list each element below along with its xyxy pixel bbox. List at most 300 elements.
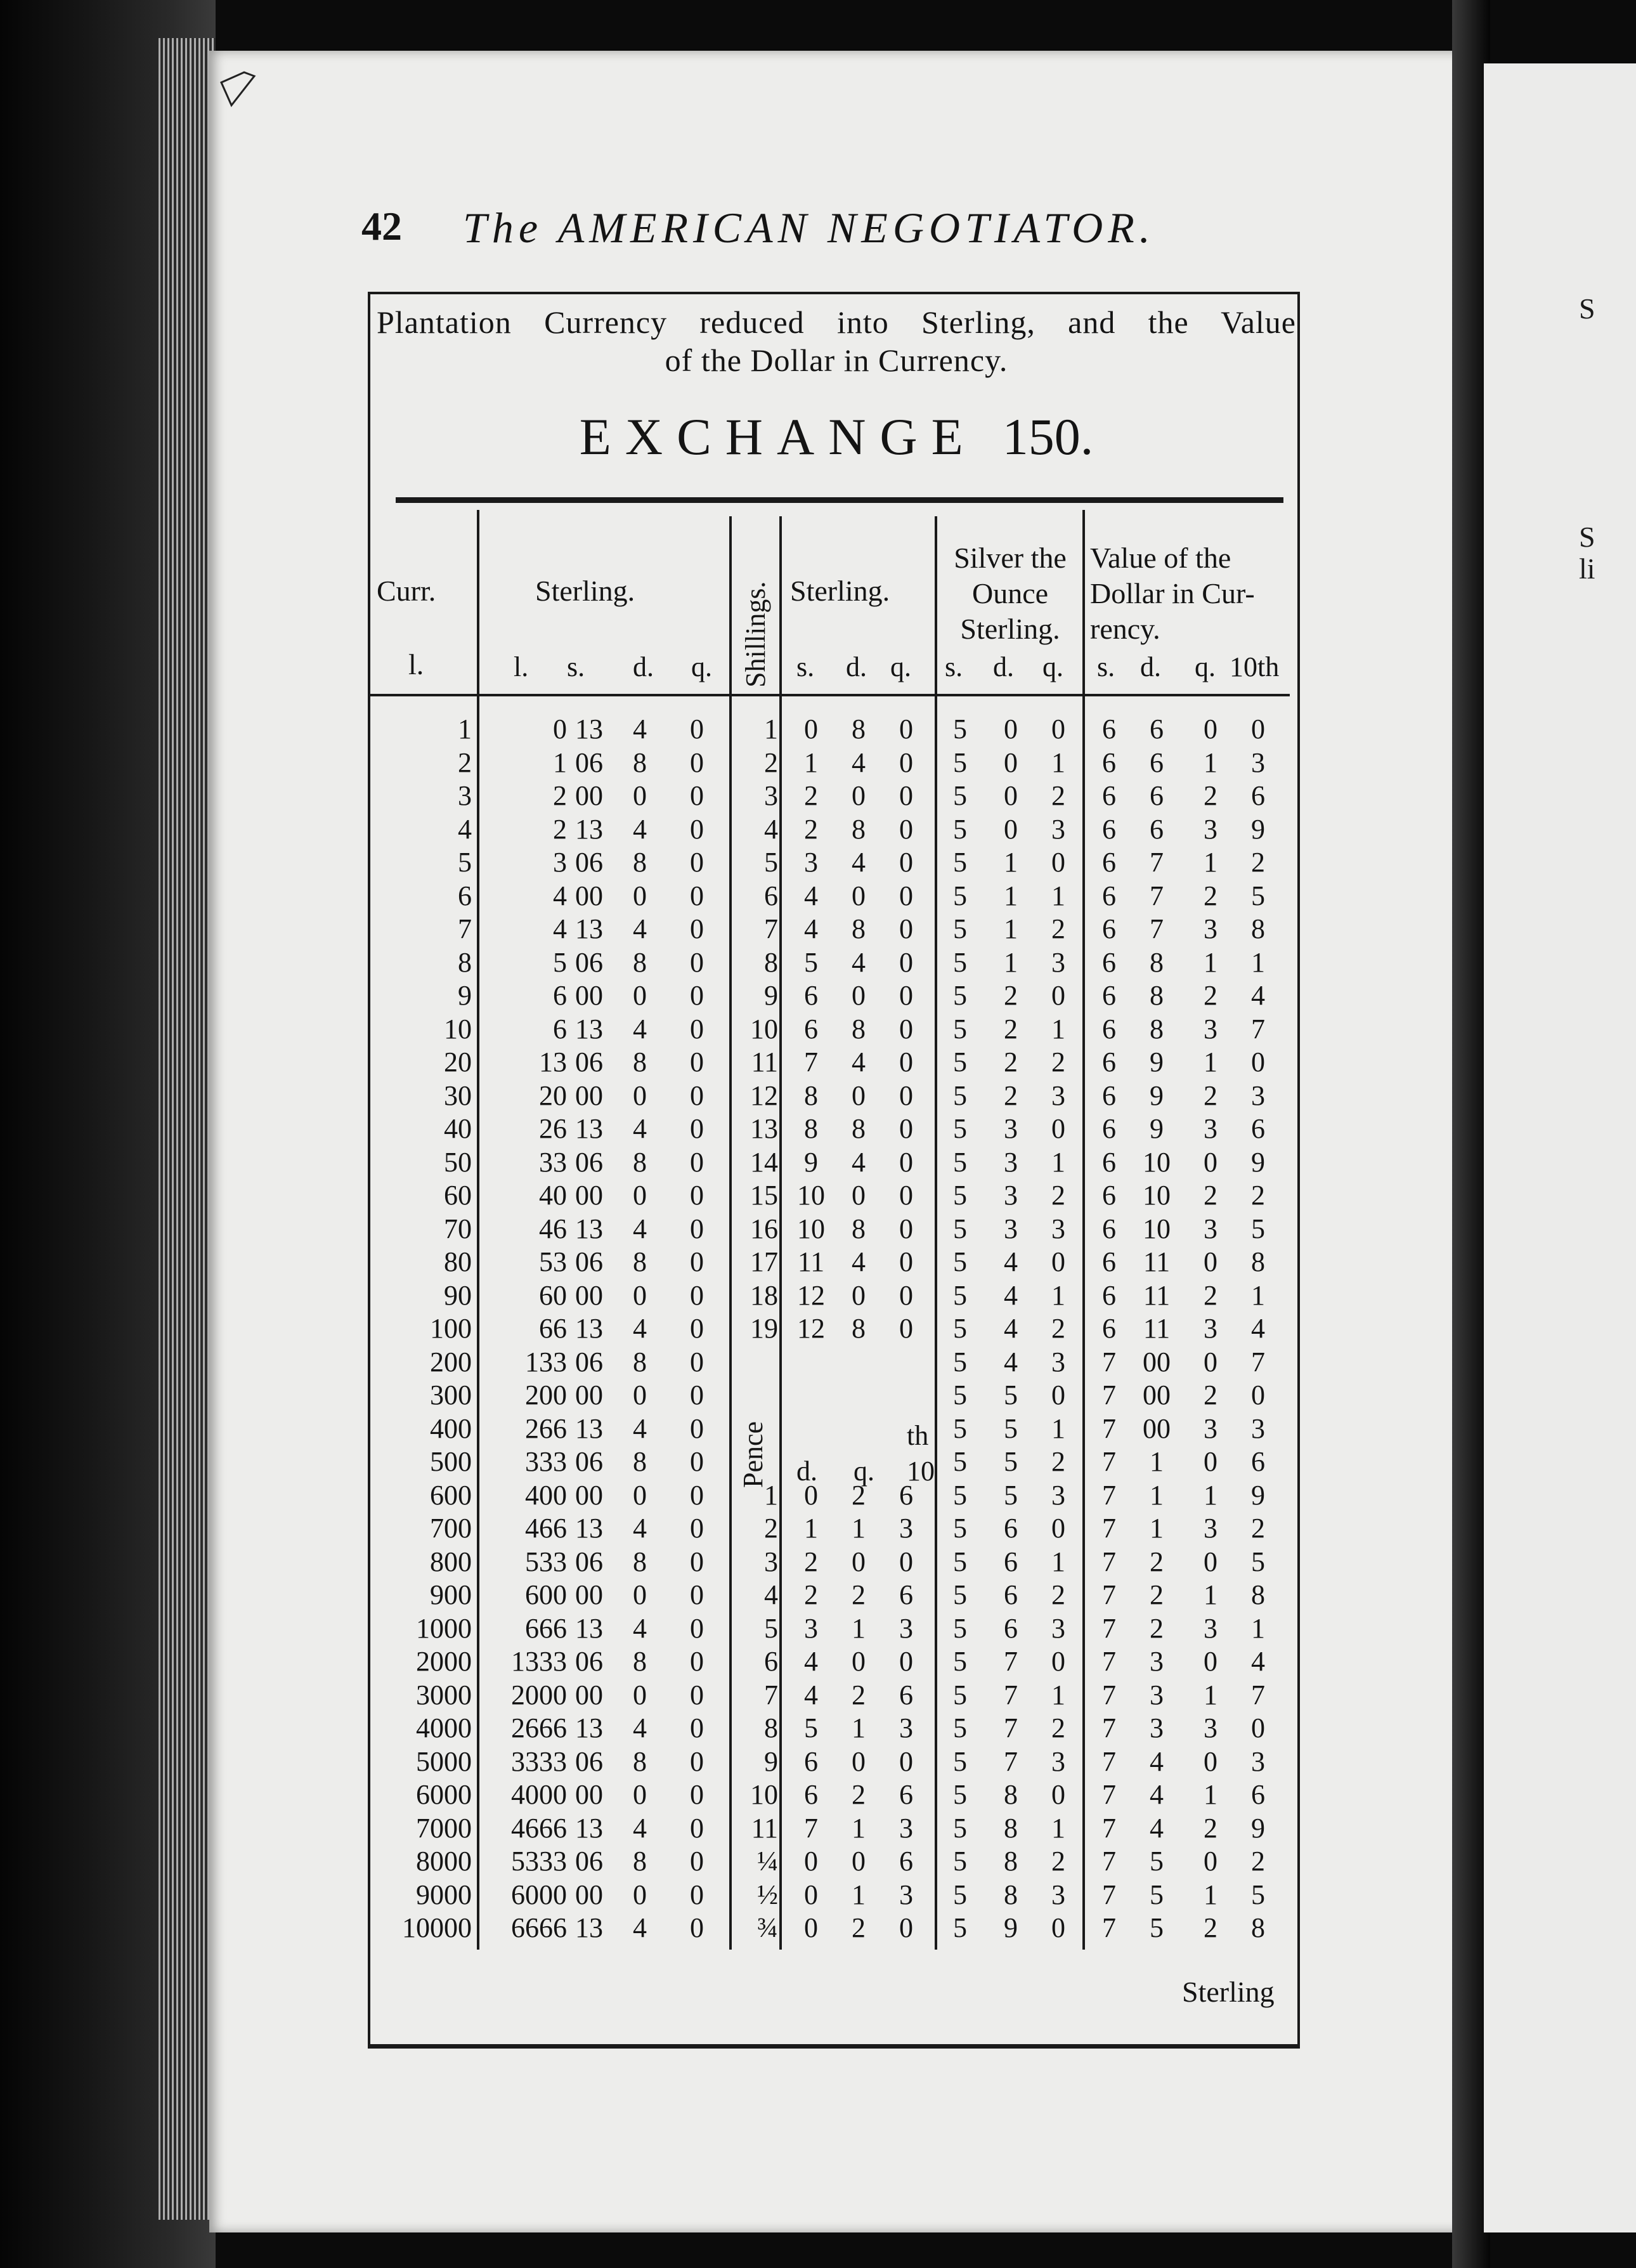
cell-s2: 2: [804, 780, 818, 811]
cell-s2: 2: [804, 813, 818, 845]
cell-sq: 1: [1051, 1679, 1065, 1711]
cell-ss: 5: [953, 847, 967, 878]
cell-s: 13: [575, 1812, 603, 1844]
cell-vs: 7: [1102, 1346, 1116, 1378]
cell-ss: 5: [953, 1846, 967, 1877]
cell-curr: 60: [444, 1180, 472, 1211]
cell-curr: 20: [444, 1046, 472, 1078]
cell-curr: 8: [458, 946, 472, 978]
cell-s: 00: [575, 980, 603, 1011]
cell-vq: 1: [1204, 746, 1217, 778]
cell-l: 4666: [511, 1812, 567, 1844]
corner-bookmark-icon: [219, 70, 257, 108]
cell-sh: 2: [764, 1513, 778, 1544]
cell-ss: 5: [953, 1213, 967, 1244]
cell-vq: 0: [1204, 714, 1217, 745]
cell-vd: 3: [1150, 1712, 1164, 1743]
page-number: 42: [361, 204, 402, 249]
cell-vq: 3: [1204, 1412, 1217, 1444]
cell-s: 13: [575, 714, 603, 745]
cell-curr: 7000: [416, 1812, 472, 1844]
cell-curr: 700: [430, 1513, 472, 1544]
header-rule: [370, 694, 1290, 696]
cell-sd: 9: [1004, 1912, 1018, 1943]
cell-vt: 7: [1251, 1679, 1265, 1711]
cell-vq: 3: [1204, 1612, 1217, 1644]
cell-vd: 6: [1150, 780, 1164, 811]
header-dollar-line1: Value of the: [1090, 542, 1231, 574]
cell-vq: 1: [1204, 946, 1217, 978]
cell-vs: 6: [1102, 1279, 1116, 1311]
cell-l: 2000: [511, 1679, 567, 1711]
cell-vt: 2: [1251, 1180, 1265, 1211]
cell-vs: 7: [1102, 1579, 1116, 1610]
cell-ss: 5: [953, 813, 967, 845]
cell-sh: 11: [751, 1812, 778, 1844]
header-curr-unit: l.: [408, 648, 424, 681]
cell-sd: 3: [1004, 1146, 1018, 1178]
cell-l: 6: [553, 980, 567, 1011]
cell-vt: 3: [1251, 1079, 1265, 1111]
cell-q: 0: [690, 1146, 704, 1178]
cell-sd: 3: [1004, 1113, 1018, 1144]
cell-sd: 4: [1004, 1246, 1018, 1277]
cell-curr: 300: [430, 1379, 472, 1411]
cell-sh: 5: [764, 847, 778, 878]
cell-ss: 5: [953, 946, 967, 978]
header-silver-line2: Ounce: [971, 577, 1049, 609]
cell-q2: 0: [899, 1013, 913, 1045]
cell-s: 06: [575, 847, 603, 878]
cell-d: 8: [633, 1146, 647, 1178]
cell-sq: 0: [1051, 980, 1065, 1011]
cell-d: 4: [633, 1612, 647, 1644]
cell-q2: 3: [899, 1812, 913, 1844]
cell-l: 3333: [511, 1745, 567, 1777]
cell-s2: 5: [804, 1712, 818, 1743]
cell-d: 4: [633, 1912, 647, 1943]
cell-sq: 2: [1051, 1046, 1065, 1078]
cell-d2: 0: [852, 880, 866, 911]
cell-sd: 7: [1004, 1712, 1018, 1743]
cell-ss: 5: [953, 780, 967, 811]
cell-s2: 9: [804, 1146, 818, 1178]
cell-vs: 7: [1102, 1612, 1116, 1644]
cell-d2: 4: [852, 746, 866, 778]
cell-sh: 3: [764, 1546, 778, 1577]
cell-s2: 7: [804, 1046, 818, 1078]
cell-l: 4: [553, 880, 567, 911]
cell-vd: 11: [1143, 1313, 1171, 1344]
cell-vs: 6: [1102, 746, 1116, 778]
cell-ss: 5: [953, 1812, 967, 1844]
cell-vq: 1: [1204, 1679, 1217, 1711]
cell-vq: 2: [1204, 1079, 1217, 1111]
cell-d2: 8: [852, 714, 866, 745]
cell-ss: 5: [953, 1612, 967, 1644]
cell-q2: 0: [899, 746, 913, 778]
cell-sh: 15: [750, 1180, 778, 1211]
cell-vt: 9: [1251, 1812, 1265, 1844]
cell-d: 8: [633, 847, 647, 878]
cell-sq: 0: [1051, 847, 1065, 878]
cell-s2: 10: [797, 1180, 825, 1211]
cell-sh: 14: [750, 1146, 778, 1178]
cell-d2: 4: [852, 1146, 866, 1178]
cell-sq: 0: [1051, 1646, 1065, 1677]
cell-sq: 3: [1051, 813, 1065, 845]
cell-vt: 5: [1251, 1879, 1265, 1910]
cell-l: 46: [539, 1213, 567, 1244]
cell-s: 00: [575, 880, 603, 911]
cell-d2: 4: [852, 847, 866, 878]
cell-ss: 5: [953, 1246, 967, 1277]
cell-l: 0: [553, 714, 567, 745]
cell-d2: 0: [852, 1079, 866, 1111]
header-dollar-line3: rency.: [1090, 613, 1160, 645]
cell-vd: 6: [1150, 746, 1164, 778]
cell-vd: 5: [1150, 1846, 1164, 1877]
cell-sd: 7: [1004, 1745, 1018, 1777]
column-divider: [477, 510, 479, 1950]
cell-s2: 1: [804, 746, 818, 778]
cell-curr: 40: [444, 1113, 472, 1144]
cell-vs: 6: [1102, 1046, 1116, 1078]
cell-s: 00: [575, 1779, 603, 1810]
cell-curr: 400: [430, 1412, 472, 1444]
cell-q: 0: [690, 1745, 704, 1777]
cell-vq: 2: [1204, 780, 1217, 811]
cell-q: 0: [690, 1579, 704, 1610]
cell-vs: 7: [1102, 1745, 1116, 1777]
cell-q2: 6: [899, 1479, 913, 1511]
cell-ss: 5: [953, 1779, 967, 1810]
cell-sq: 3: [1051, 946, 1065, 978]
cell-d: 4: [633, 813, 647, 845]
cell-sq: 1: [1051, 1013, 1065, 1045]
cell-vs: 6: [1102, 980, 1116, 1011]
cell-s2: 12: [797, 1279, 825, 1311]
cell-l: 200: [525, 1379, 567, 1411]
cell-sq: 0: [1051, 1379, 1065, 1411]
cell-s: 00: [575, 1479, 603, 1511]
cell-curr: 3: [458, 780, 472, 811]
cell-d2: 2: [852, 1779, 866, 1810]
cell-sd: 0: [1004, 813, 1018, 845]
cell-vd: 00: [1143, 1346, 1171, 1378]
exchange-table: [368, 292, 1300, 2049]
cell-ss: 5: [953, 1113, 967, 1144]
cell-curr: 800: [430, 1546, 472, 1577]
cell-d2: 0: [852, 1279, 866, 1311]
column-divider: [779, 516, 782, 1950]
cell-sd: 5: [1004, 1412, 1018, 1444]
cell-d: 4: [633, 913, 647, 944]
cell-l: 333: [525, 1446, 567, 1477]
cell-d2: 1: [852, 1712, 866, 1743]
pence-unit-d: d.: [796, 1456, 817, 1487]
pence-unit-th: th: [907, 1420, 929, 1451]
cell-ss: 5: [953, 714, 967, 745]
cell-d2: 2: [852, 1479, 866, 1511]
cell-q: 0: [690, 1379, 704, 1411]
cell-d2: 0: [852, 1846, 866, 1877]
cell-sd: 6: [1004, 1546, 1018, 1577]
cell-vs: 7: [1102, 1513, 1116, 1544]
cell-curr: 1: [458, 714, 472, 745]
cell-l: 2: [553, 813, 567, 845]
cell-l: 400: [525, 1479, 567, 1511]
cell-d2: 0: [852, 1646, 866, 1677]
cell-d2: 2: [852, 1912, 866, 1943]
cell-q: 0: [690, 1779, 704, 1810]
unit-d: d.: [633, 651, 654, 682]
cell-sq: 1: [1051, 746, 1065, 778]
cell-sd: 1: [1004, 913, 1018, 944]
cell-s: 06: [575, 1146, 603, 1178]
cell-q2: 3: [899, 1879, 913, 1910]
cell-vq: 3: [1204, 913, 1217, 944]
cell-d2: 1: [852, 1513, 866, 1544]
cell-s2: 6: [804, 1779, 818, 1810]
cell-vq: 3: [1204, 1213, 1217, 1244]
cell-vs: 6: [1102, 946, 1116, 978]
cell-vq: 0: [1204, 1646, 1217, 1677]
cell-vt: 7: [1251, 1013, 1265, 1045]
cell-s: 13: [575, 1712, 603, 1743]
cell-sq: 1: [1051, 1412, 1065, 1444]
cell-s2: 0: [804, 714, 818, 745]
cell-q: 0: [690, 1712, 704, 1743]
header-sterling-2: Sterling.: [790, 575, 890, 607]
cell-s2: 4: [804, 913, 818, 944]
cell-ss: 5: [953, 1479, 967, 1511]
cell-vs: 6: [1102, 913, 1116, 944]
facing-page: [1484, 63, 1636, 2232]
cell-sd: 1: [1004, 880, 1018, 911]
cell-s: 13: [575, 1313, 603, 1344]
cell-q: 0: [690, 1879, 704, 1910]
cell-sd: 2: [1004, 1013, 1018, 1045]
cell-l: 13: [539, 1046, 567, 1078]
cell-q: 0: [690, 714, 704, 745]
cell-vd: 2: [1150, 1546, 1164, 1577]
cell-sh: 4: [764, 813, 778, 845]
cell-vd: 9: [1150, 1079, 1164, 1111]
cell-q2: 3: [899, 1612, 913, 1644]
cell-q2: 0: [899, 1313, 913, 1344]
cell-vd: 5: [1150, 1912, 1164, 1943]
cell-sq: 1: [1051, 1146, 1065, 1178]
cell-sq: 2: [1051, 1180, 1065, 1211]
cell-sq: 1: [1051, 1546, 1065, 1577]
cell-sq: 2: [1051, 1446, 1065, 1477]
cell-q2: 0: [899, 1079, 913, 1111]
cell-sd: 0: [1004, 780, 1018, 811]
cell-d: 8: [633, 1646, 647, 1677]
facing-page-fragment: li: [1579, 552, 1595, 585]
cell-vt: 8: [1251, 1912, 1265, 1943]
cell-vq: 3: [1204, 1113, 1217, 1144]
cell-curr: 2000: [416, 1646, 472, 1677]
cell-curr: 3000: [416, 1679, 472, 1711]
cell-sq: 0: [1051, 1113, 1065, 1144]
cell-sh: 8: [764, 1712, 778, 1743]
cell-l: 533: [525, 1546, 567, 1577]
cell-sh: 3: [764, 780, 778, 811]
cell-d: 8: [633, 1246, 647, 1277]
cell-vs: 6: [1102, 714, 1116, 745]
cell-s: 13: [575, 1612, 603, 1644]
cell-vs: 7: [1102, 1712, 1116, 1743]
cell-vd: 3: [1150, 1679, 1164, 1711]
cell-d: 4: [633, 1013, 647, 1045]
cell-vd: 6: [1150, 714, 1164, 745]
cell-vq: 3: [1204, 1313, 1217, 1344]
cell-sd: 8: [1004, 1846, 1018, 1877]
cell-sq: 0: [1051, 1912, 1065, 1943]
cell-vd: 00: [1143, 1412, 1171, 1444]
cell-vd: 11: [1143, 1279, 1171, 1311]
cell-sq: 0: [1051, 1513, 1065, 1544]
book-title: The AMERICAN NEGOTIATOR.: [463, 204, 1155, 252]
exchange-rate: 150.: [1002, 408, 1094, 466]
cell-vq: 3: [1204, 813, 1217, 845]
cell-vq: 0: [1204, 1846, 1217, 1877]
cell-vs: 7: [1102, 1646, 1116, 1677]
cell-vd: 8: [1150, 980, 1164, 1011]
cell-vd: 7: [1150, 880, 1164, 911]
cell-sd: 5: [1004, 1379, 1018, 1411]
cell-curr: 8000: [416, 1846, 472, 1877]
cell-sh: 17: [750, 1246, 778, 1277]
cell-vd: 1: [1150, 1479, 1164, 1511]
cell-sd: 5: [1004, 1446, 1018, 1477]
cell-vq: 1: [1204, 1046, 1217, 1078]
cell-ss: 5: [953, 1046, 967, 1078]
cell-vs: 7: [1102, 1679, 1116, 1711]
cell-s: 06: [575, 746, 603, 778]
cell-q2: 0: [899, 880, 913, 911]
unit-q: q.: [691, 651, 712, 682]
cell-sq: 2: [1051, 1712, 1065, 1743]
cell-vt: 1: [1251, 1279, 1265, 1311]
cell-q2: 0: [899, 1546, 913, 1577]
cell-vs: 6: [1102, 813, 1116, 845]
cell-vq: 3: [1204, 1712, 1217, 1743]
unit-q: q.: [1195, 651, 1216, 682]
cell-sq: 3: [1051, 1213, 1065, 1244]
cell-vq: 1: [1204, 847, 1217, 878]
cell-sh: 16: [750, 1213, 778, 1244]
cell-vd: 9: [1150, 1046, 1164, 1078]
cell-q: 0: [690, 1412, 704, 1444]
cell-q2: 0: [899, 1046, 913, 1078]
cell-s2: 4: [804, 1646, 818, 1677]
cell-ss: 5: [953, 1180, 967, 1211]
cell-curr: 4000: [416, 1712, 472, 1743]
cell-vd: 6: [1150, 813, 1164, 845]
cell-vt: 0: [1251, 1379, 1265, 1411]
cell-sd: 2: [1004, 1046, 1018, 1078]
cell-l: 6: [553, 1013, 567, 1045]
cell-vs: 7: [1102, 1379, 1116, 1411]
cell-vt: 8: [1251, 1579, 1265, 1610]
cell-q2: 3: [899, 1513, 913, 1544]
cell-curr: 200: [430, 1346, 472, 1378]
cell-s2: 7: [804, 1812, 818, 1844]
cell-q: 0: [690, 1279, 704, 1311]
cell-l: 26: [539, 1113, 567, 1144]
cell-vt: 4: [1251, 1646, 1265, 1677]
header-dollar-line2: Dollar in Cur-: [1090, 577, 1255, 609]
cell-vt: 1: [1251, 1612, 1265, 1644]
cell-q2: 0: [899, 714, 913, 745]
cell-vs: 6: [1102, 1146, 1116, 1178]
cell-l: 4000: [511, 1779, 567, 1810]
cell-d2: 1: [852, 1879, 866, 1910]
cell-s: 06: [575, 1246, 603, 1277]
cell-vt: 9: [1251, 813, 1265, 845]
cell-sh: 10: [750, 1013, 778, 1045]
cell-sd: 8: [1004, 1812, 1018, 1844]
exchange-heading: [370, 407, 1302, 467]
cell-ss: 5: [953, 1912, 967, 1943]
cell-s2: 0: [804, 1479, 818, 1511]
cell-s: 00: [575, 1180, 603, 1211]
cell-vt: 3: [1251, 1745, 1265, 1777]
cell-s: 13: [575, 1513, 603, 1544]
cell-d: 0: [633, 1479, 647, 1511]
cell-sq: 1: [1051, 1812, 1065, 1844]
cell-sh: 9: [764, 1745, 778, 1777]
cell-vd: 4: [1150, 1812, 1164, 1844]
cell-vs: 6: [1102, 1013, 1116, 1045]
cell-vs: 7: [1102, 1879, 1116, 1910]
cell-q2: 0: [899, 946, 913, 978]
cell-q2: 0: [899, 847, 913, 878]
cell-sh: 1: [764, 714, 778, 745]
cell-sq: 3: [1051, 1879, 1065, 1910]
cell-vs: 6: [1102, 1246, 1116, 1277]
cell-l: 66: [539, 1313, 567, 1344]
cell-vd: 8: [1150, 946, 1164, 978]
cell-vq: 0: [1204, 1346, 1217, 1378]
cell-vs: 7: [1102, 1812, 1116, 1844]
cell-vd: 5: [1150, 1879, 1164, 1910]
cell-d: 0: [633, 1879, 647, 1910]
header-silver-line1: Silver the: [954, 542, 1067, 574]
cell-s: 00: [575, 1279, 603, 1311]
cell-q: 0: [690, 1213, 704, 1244]
cell-sd: 2: [1004, 1079, 1018, 1111]
cell-sd: 6: [1004, 1612, 1018, 1644]
cell-q: 0: [690, 980, 704, 1011]
table-title-line2: of the Dollar in Currency.: [665, 342, 1008, 378]
cell-sh: 12: [750, 1079, 778, 1111]
cell-vq: 2: [1204, 980, 1217, 1011]
cell-q: 0: [690, 1246, 704, 1277]
cell-q: 0: [690, 1546, 704, 1577]
cell-sd: 7: [1004, 1646, 1018, 1677]
cell-vt: 5: [1251, 880, 1265, 911]
cell-q: 0: [690, 780, 704, 811]
cell-vq: 3: [1204, 1513, 1217, 1544]
cell-s: 06: [575, 1346, 603, 1378]
cell-sq: 3: [1051, 1479, 1065, 1511]
cell-ss: 5: [953, 1546, 967, 1577]
cell-sh: 18: [750, 1279, 778, 1311]
